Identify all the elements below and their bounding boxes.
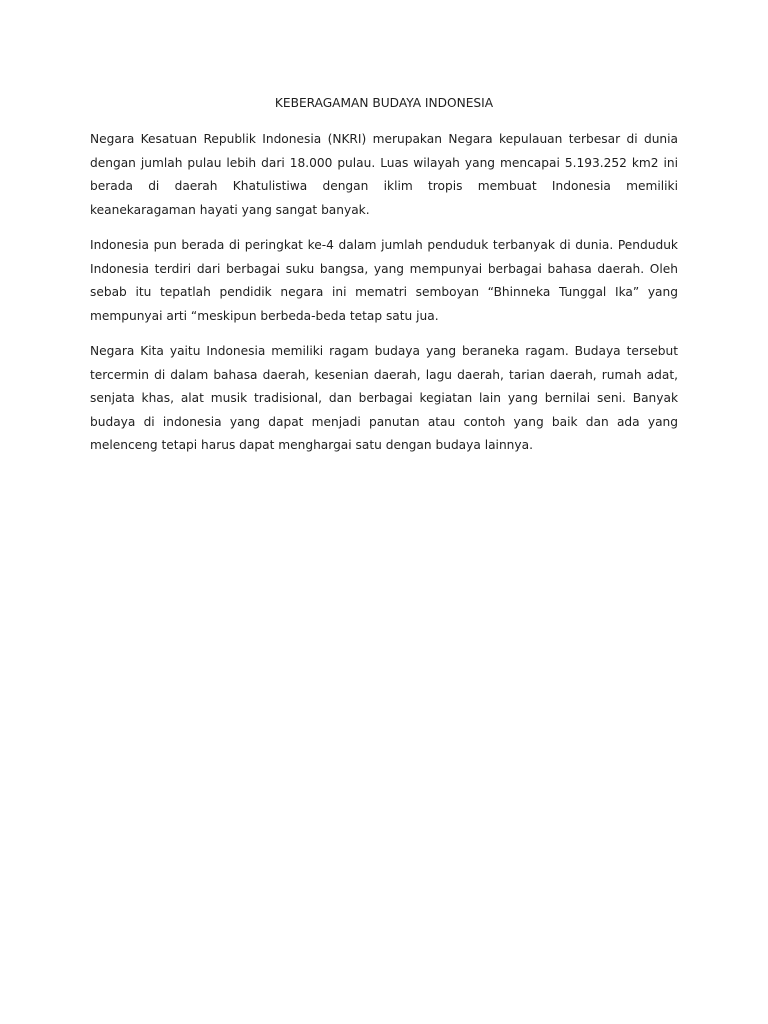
document-title: KEBERAGAMAN BUDAYA INDONESIA [274, 96, 494, 110]
paragraph-3: Negara Kita yaitu Indonesia memiliki ragam budaya yang beraneka ragam. Budaya tersebut tercermin di dalam bahasa daerah, kesenian daerah, lagu daerah, tarian daerah, rumah adat, senjata khas, alat musik tradisional, dan berbagai kegiatan lain yang bernilai seni. Banyak budaya di indonesia yang dapat menjadi panutan atau contoh yang baik dan ada yang melenceng tetapi harus dapat menghargai satu dengan budaya lainnya. [90, 344, 678, 452]
paragraph-1: Negara Kesatuan Republik Indonesia (NKRI) merupakan Negara kepulauan terbesar di dunia dengan jumlah pulau lebih dari 18.000 pulau. Luas wilayah yang mencapai 5.193.252 km2 ini berada di daerah Khatulistiwa dengan iklim tropis membuat Indonesia memiliki keanekaragaman hayati yang sangat banyak. [90, 132, 678, 217]
paragraph-2: Indonesia pun berada di peringkat ke-4 dalam jumlah penduduk terbanyak di dunia. Penduduk Indonesia terdiri dari berbagai suku bangsa, yang mempunyai berbagai bahasa daerah. Oleh sebab itu tepatlah pendidik negara ini mematri semboyan “Bhinneka Tunggal Ika” yang mempunyai arti “meskipun berbeda-beda tetap satu jua. [90, 238, 678, 323]
